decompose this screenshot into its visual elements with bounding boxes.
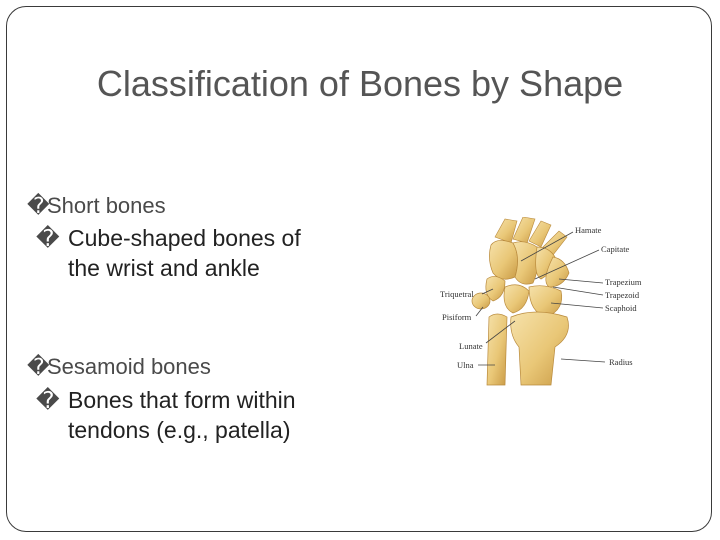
bullet-marker: � [36,387,60,413]
wrist-bones-figure [425,217,655,387]
label-ulna: Ulna [457,360,474,370]
label-trapezoid: Trapezoid [605,290,640,300]
bullet-marker: � [27,354,50,379]
sub-bullet-text: Cube-shaped bones of the wrist and ankle [68,225,301,281]
sub-bullet-sesamoid-bones [36,385,332,445]
label-radius: Radius [609,357,633,367]
bullet-text: Sesamoid bones [47,354,211,379]
label-triquetral: Triquetral [440,289,474,299]
label-scaphoid: Scaphoid [605,303,637,313]
label-hamate: Hamate [575,225,602,235]
label-lunate: Lunate [459,341,483,351]
forearm-bones [487,312,569,385]
bullet-marker: � [36,225,60,251]
label-capitate: Capitate [601,244,630,254]
slide-frame [6,6,712,532]
label-pisiform: Pisiform [442,312,472,322]
bullet-sesamoid-bones [27,354,211,380]
slide-title: Classification of Bones by Shape [96,63,624,104]
bullet-marker: � [27,193,50,218]
sub-bullet-text: Bones that form within tendons (e.g., patella) [68,387,296,443]
sub-bullet-short-bones [36,223,332,283]
bullet-text: Short bones [47,193,166,218]
bullet-short-bones [27,193,166,219]
label-trapezium: Trapezium [605,277,642,287]
